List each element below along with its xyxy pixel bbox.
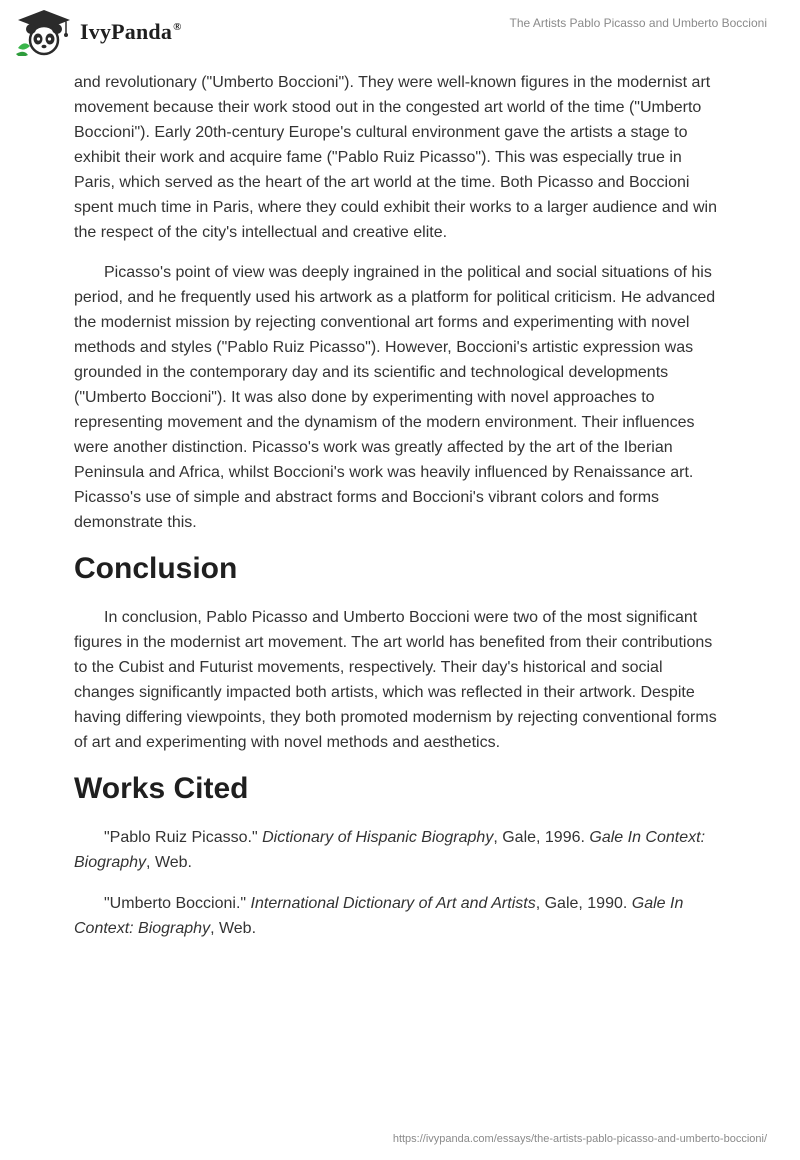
page-header bbox=[0, 0, 800, 70]
essay-body bbox=[74, 70, 724, 941]
works-cited-heading: Works Cited bbox=[74, 772, 249, 805]
citation-source: Dictionary of Hispanic Biography bbox=[262, 829, 494, 846]
citation-database: Gale In Context: Biography bbox=[74, 895, 684, 937]
brand-logo[interactable] bbox=[14, 8, 182, 56]
conclusion-paragraph: In conclusion, Pablo Picasso and Umberto Boccioni were two of the most significant figures in the modernist art movement. The art world has benefited from their contributions to the Cubist and Futurist movements, respectively. Their day's historical and social changes significantly impacted both artists, which was reflected in their artwork. Despite having differing viewpoints, they both promoted modernism by rejecting conventional forms of art and experimenting with novel methods and aesthetics. bbox=[74, 609, 717, 751]
citation-item: "Umberto Boccioni." International Dictionary of Art and Artists, Gale, 1990. Gale In Context: Biography, Web. bbox=[74, 895, 684, 937]
citation-database: Gale In Context: Biography bbox=[74, 829, 706, 871]
registered-mark: ® bbox=[173, 21, 182, 33]
document-title: The Artists Pablo Picasso and Umberto Boccioni bbox=[509, 16, 767, 30]
citation-item: "Pablo Ruiz Picasso." Dictionary of Hispanic Biography, Gale, 1996. Gale In Context: Biography, Web. bbox=[74, 829, 706, 871]
body-paragraph-1: and revolutionary ("Umberto Boccioni"). They were well-known figures in the modernist art movement because their work stood out in the congested art world of the time ("Umberto Boccioni"). Early 20th-century Europe's cultural environment gave the artists a stage to exhibit their work and acquire fame ("Pablo Ruiz Picasso"). This was especially true in Paris, which served as the heart of the art world at the time. Both Picasso and Boccioni spent much time in Paris, where they could exhibit their works to a larger audience and win the respect of the city's intellectual and creative elite. bbox=[74, 74, 717, 241]
citation-source: International Dictionary of Art and Artists bbox=[250, 895, 536, 912]
panda-logo-icon bbox=[14, 8, 74, 56]
conclusion-heading: Conclusion bbox=[74, 552, 238, 585]
footer-url[interactable]: https://ivypanda.com/essays/the-artists-pablo-picasso-and-umberto-boccioni/ bbox=[392, 1133, 767, 1145]
brand-name: IvyPanda® bbox=[80, 19, 182, 44]
body-paragraph-2: Picasso's point of view was deeply ingrained in the political and social situations of his period, and he frequently used his artwork as a platform for political criticism. He advanced the modernist mission by rejecting conventional art forms and experimenting with novel methods and styles ("Pablo Ruiz Picasso"). However, Boccioni's artistic expression was grounded in the contemporary day and its scientific and technological developments ("Umberto Boccioni"). It was also done by experimenting with novel approaches to representing movement and the dynamism of the modern environment. Their influences were another distinction. Picasso's work was greatly affected by the art of the Iberian Peninsula and Africa, whilst Boccioni's work was heavily influenced by Renaissance art. Picasso's use of simple and abstract forms and Boccioni's vibrant colors and forms demonstrate this. bbox=[74, 264, 716, 531]
